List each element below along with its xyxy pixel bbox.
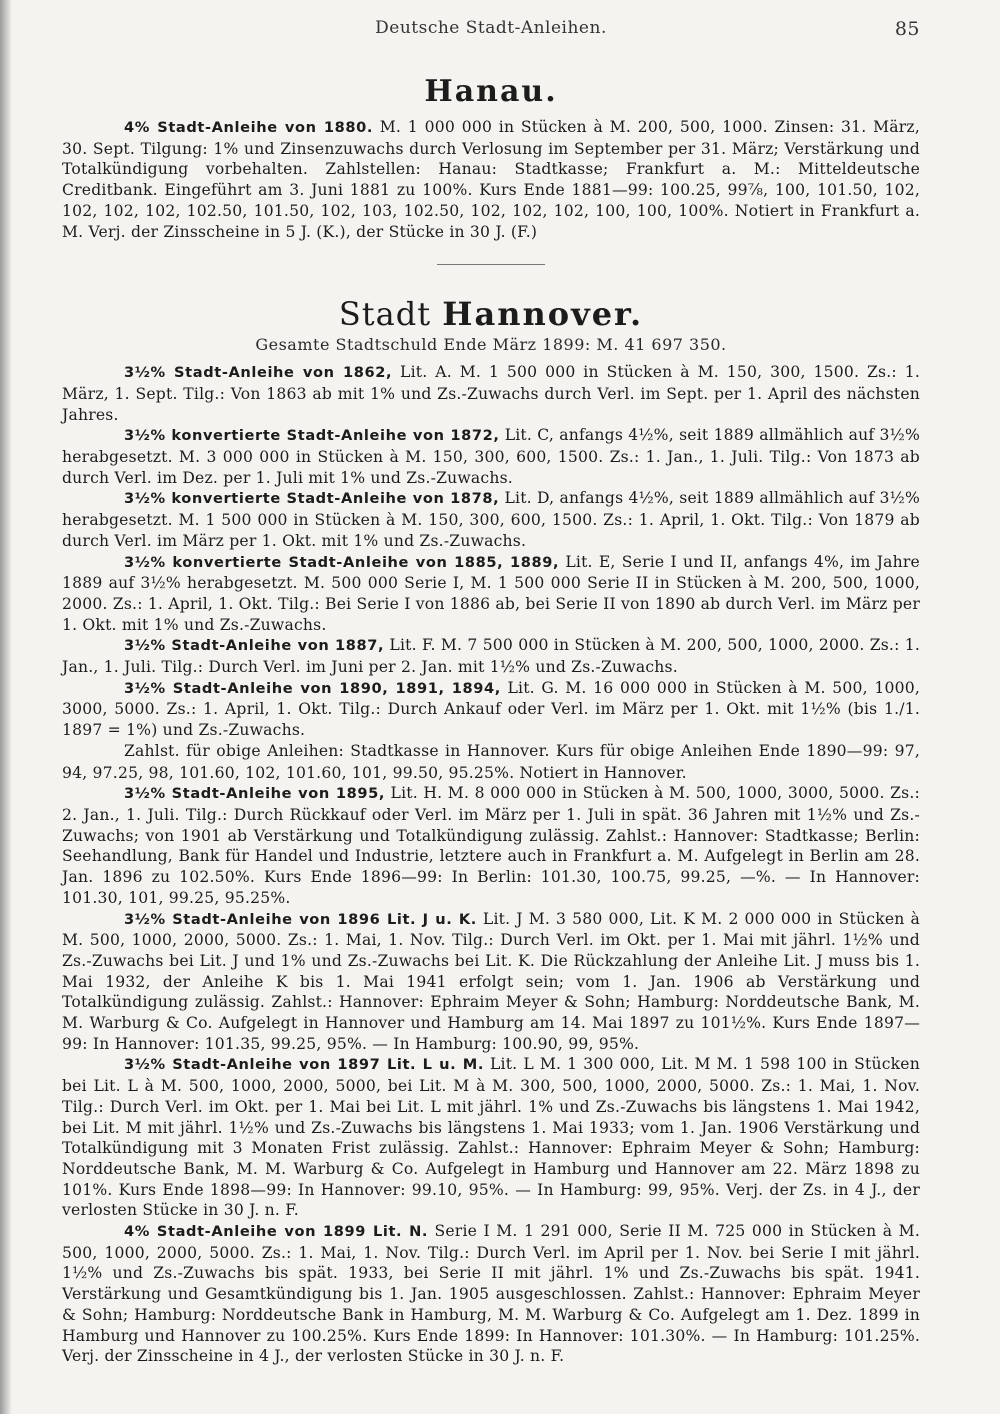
entry-lead: 3½% Stadt-Anleihe von 1897 Lit. L u. M. — [124, 1056, 484, 1074]
entry-lead: 3½% Stadt-Anleihe von 1896 Lit. J u. K. — [124, 910, 477, 928]
entry-text: Zahlst. für obige Anleihen: Stadtkasse in Hannover. Kurs für obige Anleihen Ende 1890—99: 97, 94, 97.25, 98, 101.60, 102, 101.60, 101, 99.50, 95.25%. Notiert in Hannover. — [62, 741, 920, 782]
loan-entry — [62, 117, 920, 242]
entry-text: Lit. G. M. 16 000 000 in Stücken à M. 500, 1000, 3000, 5000. Zs.: 1. April, 1. Okt. Tilg.: Durch Ankauf oder Verl. im März per 1. Okt. mit 1½% (bis 1./1. 1897 = 1%) und Zs.-Zuwachs. — [62, 678, 920, 740]
loan-entry — [62, 362, 920, 425]
loan-entry — [62, 488, 920, 551]
loan-entry — [62, 1221, 920, 1367]
page-number: 85 — [894, 18, 920, 40]
entry-lead: 3½% Stadt-Anleihe von 1887, — [124, 637, 385, 655]
running-header — [62, 14, 920, 44]
entry-text: Lit. J M. 3 580 000, Lit. K M. 2 000 000 in Stücken à M. 500, 1000, 2000, 5000. Zs.: 1. Mai, 1. Nov. Tilg.: Durch Verl. im Okt. per 1. Mai mit jährl. 1½% und Zs.-Zuwachs bei Lit. J und 1% und Zs.-Zuwachs bei Lit. K. Die Rückzahlung der Anleihe Lit. J muss bis 1. Mai 1932, der Anleihe K bis 1. Mai 1941 erfolgt sein; vom 1. Jan. 1906 ab Verstärkung und Totalkündigung zulässig. Zahlst.: Hannover: Ephraim Meyer & Sohn; Hamburg: Norddeutsche Bank, M. M. Warburg & Co. Aufgelegt in Hannover und Hamburg am 14. Mai 1897 zu 101½%. Kurs Ende 1897—99: In Hannover: 101.35, 99.25, 95%. — In Hamburg: 100.90, 99, 95%. — [62, 909, 920, 1053]
entry-lead: 3½% konvertierte Stadt-Anleihe von 1878, — [124, 490, 500, 508]
section-title-hanau: Hanau. — [424, 74, 558, 109]
entry-text: Lit. E, Serie I und II, anfangs 4%, im Jahre 1889 auf 3½% herabgesetzt. M. 500 000 Serie I, M. 1 500 000 Serie II in Stücken à M. 200, 500, 1000, 2000. Zs.: 1. April, 1. Okt. Tilg.: Bei Serie I von 1886 ab, bei Serie II von 1890 ab durch Verl. im März per 1. Okt. mit 1% und Zs.-Zuwachs. — [62, 552, 920, 634]
entry-text: Lit. A. M. 1 500 000 in Stücken à M. 150, 300, 1500. Zs.: 1. März, 1. Sept. Tilg.: Von 1863 ab mit 1% und Zs.-Zuwachs durch Verl. im Sept. per 1. April des nächsten Jahres. — [62, 363, 920, 424]
entry-lead: 4% Stadt-Anleihe von 1899 Lit. N. — [124, 1223, 429, 1241]
loan-entry — [62, 1054, 920, 1221]
title-name: Hannover. — [442, 295, 644, 334]
entry-text: Lit. L M. 1 300 000, Lit. M M. 1 598 100 in Stücken bei Lit. L à M. 500, 1000, 2000, 5000, bei Lit. M à M. 300, 500, 1000, 2000, 5000. Zs.: 1. Mai, 1. Nov. Tilg.: Durch Verl. im Okt. per 1. Mai bei Lit. L mit jährl. 1% und Zs.-Zuwachs bis längstens 1. Mai 1942, bei Lit. M mit jährl. 1½% und Zs.-Zuwachs bis längstens 1. Mai 1933; vom 1. Jan. 1906 Verstärkung und Totalkündigung mit 3 Monaten Frist zulässig. Zahlst.: Hannover: Ephraim Meyer & Sohn; Hamburg: Norddeutsche Bank, M. M. Warburg & Co. Aufgelegt in Hamburg und Hannover am 22. März 1898 zu 101%. Kurs Ende 1898—99: In Hannover: 99.10, 95%. — In Hamburg: 99, 95%. Verj. der Zs. in 4 J., der verlosten Stücke in 30 J. n. F. — [62, 1055, 920, 1220]
entry-lead: 3½% Stadt-Anleihe von 1862, — [124, 364, 393, 382]
entry-text: Lit. D, anfangs 4½%, seit 1889 allmählich auf 3½% herabgesetzt. M. 1 500 000 in Stücken à M. 150, 300, 600, 1500. Zs.: 1. April, 1. Okt. Tilg.: Von 1879 ab durch Verl. im März per 1. Okt. mit 1% und Zs.-Zuwachs. — [62, 489, 920, 550]
running-title: Deutsche Stadt-Anleihen. — [375, 18, 607, 38]
section-divider — [437, 264, 545, 265]
loan-entry — [62, 552, 920, 636]
entry-text: Lit. F. M. 7 500 000 in Stücken à M. 200, 500, 1000, 2000. Zs.: 1. Jan., 1. Juli. Tilg.: Durch Verl. im Juni per 2. Jan. mit 1½% und Zs.-Zuwachs. — [62, 636, 921, 677]
entry-text: Lit. C, anfangs 4½%, seit 1889 allmählich auf 3½% herabgesetzt. M. 3 000 000 in Stücken à M. 150, 300, 600, 1500. Zs.: 1. Jan., 1. Juli. Tilg.: Von 1873 ab durch Verl. im Dez. per 1. Juli mit 1% und Zs.-Zuwachs. — [62, 426, 920, 487]
paying-agents-note — [62, 741, 920, 783]
entry-lead: 3½% Stadt-Anleihe von 1890, 1891, 1894, — [124, 679, 501, 697]
page-edge-shadow — [0, 0, 12, 1414]
entry-lead: 4% Stadt-Anleihe von 1880. — [124, 119, 374, 136]
loan-entry — [62, 909, 920, 1055]
loan-entry — [62, 678, 920, 741]
section-title-hannover — [62, 295, 920, 333]
loan-entry — [62, 425, 920, 488]
entry-text: Lit. H. M. 8 000 000 in Stücken à M. 500, 1000, 3000, 5000. Zs.: 2. Jan., 1. Juli. Tilg.: Durch Rückkauf oder Verl. im März per 1. Juli in spät. 36 Jahren mit 1½% und Zs.-Zuwachs; von 1901 ab Verstärkung und Totalkündigung zulässig. Zahlst.: Hannover: Stadtkasse; Berlin: Seehandlung, Bank für Handel und Industrie, letztere auch in Frankfurt a. M. Aufgelegt in Berlin am 28. Jan. 1896 zu 102.50%. Kurs Ende 1896—99: In Berlin: 101.30, 100.75, 99.25, —%. — In Hannover: 101.30, 101, 99.25, 95.25%. — [62, 784, 920, 907]
loan-entry — [62, 783, 920, 908]
title-prefix: Stadt — [338, 295, 432, 334]
entry-text: Serie I M. 1 291 000, Serie II M. 725 000 in Stücken à M. 500, 1000, 2000, 5000. Zs.: 1. Mai, 1. Nov. Tilg.: Durch Verl. im April per 1. Nov. bei Serie I mit jährl. 1½% und Zs.-Zuwachs bis spät. 1933, bei Serie II mit jährl. 1% und Zs.-Zuwachs bis spät. 1941. Verstärkung und Gesamtkündigung bis 1. Jan. 1905 ausgeschlossen. Zahlst.: Hannover: Ephraim Meyer & Sohn; Hamburg: Norddeutsche Bank in Hamburg, M. M. Warburg & Co. Aufgelegt am 1. Dez. 1899 in Hamburg und Hannover zu 100.25%. Kurs Ende 1899: In Hannover: 101.30%. — In Hamburg: 101.25%. Verj. der Zinsscheine in 4 J., der verlosten Stücke in 30 J. n. F. — [62, 1222, 920, 1366]
entry-text: M. 1 000 000 in Stücken à M. 200, 500, 1000. Zinsen: 31. März, 30. Sept. Tilgung: 1% und Zinsenzuwachs durch Verlosung im September per 31. März; Verstärkung und Totalkündigung vorbehalten. Zahlstellen: Hanau: Stadtkasse; Frankfurt a. M.: Mitteldeutsche Creditbank. Eingeführt am 3. Juni 1881 zu 100%. Kurs Ende 1881—99: 100.25, 99⅞, 100, 101.50, 102, 102, 102, 102, 102.50, 101.50, 102, 103, 102.50, 102, 102, 102, 100, 100, 100%. Notiert in Frankfurt a. M. Verj. der Zinsscheine in 5 J. (K.), der Stücke in 30 J. (F.) — [62, 118, 920, 241]
entry-lead: 3½% konvertierte Stadt-Anleihe von 1872, — [124, 427, 500, 445]
entry-lead: 3½% konvertierte Stadt-Anleihe von 1885, 1889, — [124, 553, 560, 571]
entry-lead: 3½% Stadt-Anleihe von 1895, — [124, 785, 386, 803]
loan-entry — [62, 635, 920, 677]
section-subtitle: Gesamte Stadtschuld Ende März 1899: M. 41 697 350. — [255, 335, 727, 355]
